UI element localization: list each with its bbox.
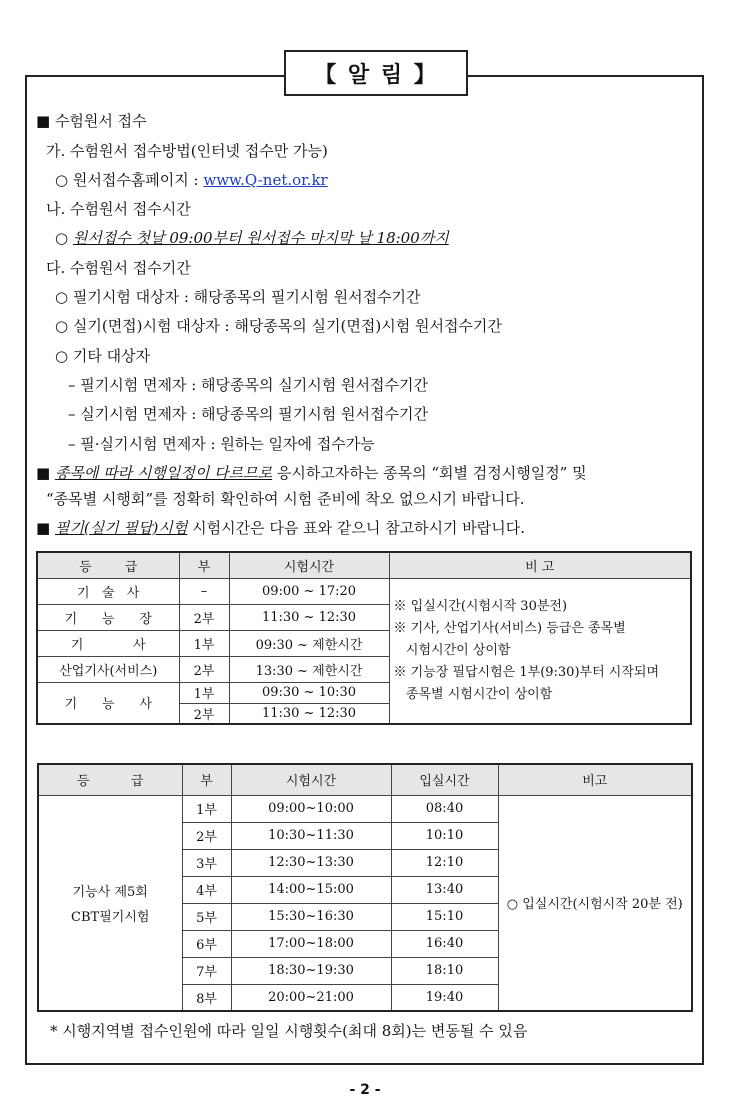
time-cell: 12:30~13:30: [231, 849, 391, 876]
entry-cell: 18:10: [391, 957, 498, 984]
header-grade: 등 급: [38, 764, 182, 795]
subsection-time: 나. 수험원서 접수시간: [46, 200, 191, 218]
remark-line: ※ 기사, 산업기사(서비스) 등급은 종목별: [393, 620, 626, 636]
time-cell: 11:30 ~ 12:30: [229, 604, 389, 630]
exemption-item: – 실기시험 면제자 : 해당종목의 필기시험 원서접수기간: [68, 405, 428, 423]
table-header-row: [38, 764, 692, 795]
part-cell: 1부: [179, 630, 229, 656]
bullet: ○: [55, 229, 73, 247]
qnet-link[interactable]: www.Q-net.or.kr: [203, 171, 328, 189]
header-remarks: 비 고: [389, 552, 691, 578]
page-number: - 2 -: [349, 1082, 381, 1098]
time-cell: 09:30 ~ 제한시간: [229, 630, 389, 656]
grade-cell: 산업기사(서비스): [37, 656, 179, 682]
table-header-row: [37, 552, 691, 578]
grade-cell: 기 사: [37, 630, 179, 656]
time-cell: 10:30~11:30: [231, 822, 391, 849]
period-item: ○ 실기(면접)시험 대상자 : 해당종목의 실기(면접)시험 원서접수기간: [55, 317, 502, 335]
homepage-label: ○ 원서접수홈페이지 :: [55, 171, 204, 189]
period-item: ○ 기타 대상자: [55, 347, 151, 365]
time-cell: 14:00~15:00: [231, 876, 391, 903]
entry-cell: 16:40: [391, 930, 498, 957]
period-item: ○ 필기시험 대상자 : 해당종목의 필기시험 원서접수기간: [55, 288, 421, 306]
exam-time-notice: ■ 필기(실기 필답)시험 시험시간은 다음 표와 같으니 참고하시기 바랍니다.: [36, 519, 526, 537]
header-remarks: 비고: [498, 764, 692, 795]
entry-cell: 12:10: [391, 849, 498, 876]
section-heading-application: ■ 수험원서 접수: [36, 112, 147, 130]
exemption-item: – 필·실기시험 면제자 : 원하는 일자에 접수가능: [68, 435, 375, 453]
grade-line: 기능사 제5회: [72, 884, 148, 900]
subsection-method: 가. 수험원서 접수방법(인터넷 접수만 가능): [46, 142, 328, 160]
grade-line: CBT필기시험: [71, 909, 150, 925]
subsection-period: 다. 수험원서 접수기간: [46, 259, 191, 277]
part-cell: 1부: [179, 682, 229, 703]
part-cell: –: [179, 578, 229, 604]
part-cell: 1부: [182, 795, 231, 822]
part-cell: 6부: [182, 930, 231, 957]
time-cell: 09:30 ~ 10:30: [229, 682, 389, 703]
notice-title: 【 알 림 】: [284, 50, 468, 96]
part-cell: 2부: [179, 604, 229, 630]
header-time: 시험시간: [229, 552, 389, 578]
remark-line: ※ 입실시간(시험시작 30분전): [393, 598, 568, 614]
grade-cell: [38, 795, 182, 1011]
exam-time-table: [36, 551, 692, 725]
time-cell: 09:00 ~ 17:20: [229, 578, 389, 604]
grade-cell: 기 능 사: [37, 682, 179, 724]
table-row: [38, 795, 692, 822]
entry-cell: 08:40: [391, 795, 498, 822]
header-time: 시험시간: [231, 764, 391, 795]
exam-time-emphasis: 필기(실기 필답)시험: [54, 519, 188, 537]
grade-cell: 기 능 장: [37, 604, 179, 630]
part-cell: 4부: [182, 876, 231, 903]
remarks-cell: ○ 입실시간(시험시작 20분 전): [498, 795, 692, 1011]
part-cell: 7부: [182, 957, 231, 984]
time-cell: 17:00~18:00: [231, 930, 391, 957]
time-cell: 18:30~19:30: [231, 957, 391, 984]
remark-line: 종목별 시험시간이 상이함: [393, 686, 553, 702]
part-cell: 2부: [182, 822, 231, 849]
part-cell: 3부: [182, 849, 231, 876]
time-cell: 09:00~10:00: [231, 795, 391, 822]
entry-cell: 15:10: [391, 903, 498, 930]
application-time-line: [55, 228, 449, 248]
entry-cell: 13:40: [391, 876, 498, 903]
part-cell: 5부: [182, 903, 231, 930]
part-cell: 8부: [182, 984, 231, 1011]
cbt-schedule-table: [37, 763, 693, 1012]
remark-line: 시험시간이 상이함: [393, 642, 511, 658]
schedule-emphasis: 종목에 따라 시행일정이 다르므로: [54, 464, 273, 482]
part-cell: 2부: [179, 656, 229, 682]
time-cell: 15:30~16:30: [231, 903, 391, 930]
exemption-item: – 필기시험 면제자 : 해당종목의 실기시험 원서접수기간: [68, 376, 428, 394]
entry-cell: 19:40: [391, 984, 498, 1011]
schedule-notice-line2: “종목별 시행회”를 정확히 확인하여 시험 준비에 착오 없으시기 바랍니다.: [46, 490, 525, 508]
homepage-line: [55, 170, 328, 190]
grade-cell: 기 술 사: [37, 578, 179, 604]
application-time-text: 원서접수 첫날 09:00부터 원서접수 마지막 날 18:00까지: [72, 229, 449, 247]
time-cell: 11:30 ~ 12:30: [229, 703, 389, 724]
time-cell: 20:00~21:00: [231, 984, 391, 1011]
schedule-notice-line1: ■ 종목에 따라 시행일정이 다르므로 응시하고자하는 종목의 “회별 검정시행일정” 및: [36, 464, 587, 482]
header-entry-time: 입실시간: [391, 764, 498, 795]
entry-cell: 10:10: [391, 822, 498, 849]
table-row: [37, 578, 691, 604]
remark-line: ※ 기능장 필답시험은 1부(9:30)부터 시작되며: [393, 664, 660, 680]
footnote: * 시행지역별 접수인원에 따라 일일 시행횟수(최대 8회)는 변동될 수 있음: [50, 1022, 528, 1040]
remarks-cell: [389, 578, 691, 724]
header-grade: 등 급: [37, 552, 179, 578]
time-cell: 13:30 ~ 제한시간: [229, 656, 389, 682]
header-part: 부: [179, 552, 229, 578]
header-part: 부: [182, 764, 231, 795]
part-cell: 2부: [179, 703, 229, 724]
